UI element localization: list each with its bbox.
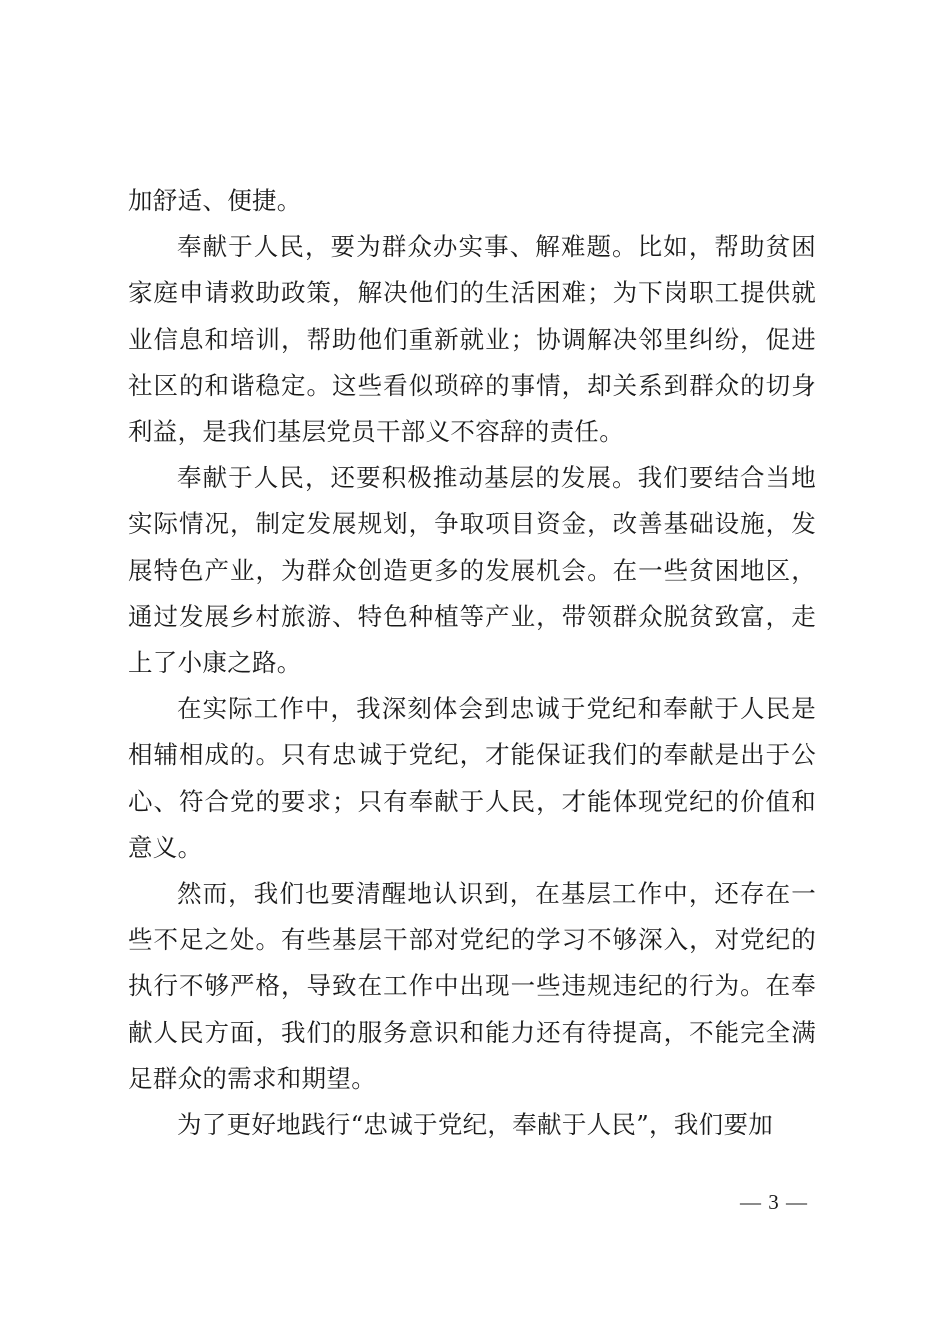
paragraph-serve-people-development: 奉献于人民，还要积极推动基层的发展。我们要结合当地实际情况，制定发展规划，争取项目资金，改善基础设施，发展特色产业，为群众创造更多的发展机会。在一些贫困地区，通过发展乡村旅游、特色种植等产业，带领群众脱贫致富，走上了小康之路。: [128, 463, 816, 678]
body-text: [128, 178, 816, 1148]
paragraph-loyalty-and-service: 在实际工作中，我深刻体会到忠诚于党纪和奉献于人民是相辅相成的。只有忠诚于党纪，才能保证我们的奉献是出于公心、符合党的要求；只有奉献于人民，才能体现党纪的价值和意义。: [128, 694, 816, 862]
paragraph-improvement: 为了更好地践行“忠诚于党纪，奉献于人民”，我们要加: [177, 1110, 774, 1140]
page-number: — 3 —: [740, 1190, 808, 1214]
paragraph-shortcomings: 然而，我们也要清醒地认识到，在基层工作中，还存在一些不足之处。有些基层干部对党纪的学习不够深入，对党纪的执行不够严格，导致在工作中出现一些违规违纪的行为。在奉献人民方面，我们的服务意识和能力还有待提高，不能完全满足群众的需求和期望。: [128, 879, 816, 1093]
paragraph-continuation: 加舒适、便捷。: [128, 186, 302, 215]
paragraph-serve-people-practical: 奉献于人民，要为群众办实事、解难题。比如，帮助贫困家庭申请救助政策，解决他们的生活困难；为下岗职工提供就业信息和培训，帮助他们重新就业；协调解决邻里纠纷，促进社区的和谐稳定。这些看似琐碎的事情，却关系到群众的切身利益，是我们基层党员干部义不容辞的责任。: [128, 232, 816, 447]
